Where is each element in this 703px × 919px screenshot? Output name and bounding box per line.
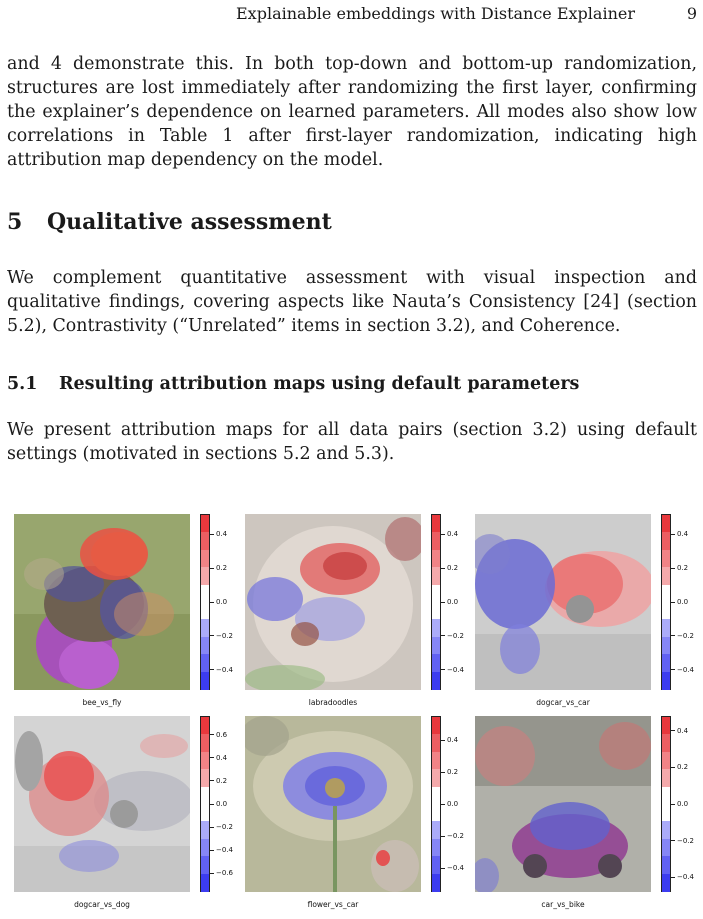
attribution-map-image (245, 716, 421, 892)
colorbar (431, 716, 441, 892)
colorbar-segment (201, 532, 209, 550)
colorbar-segment (201, 515, 209, 533)
attribution-panel-dogcar_vs_car (475, 514, 703, 714)
colorbar-segment (662, 515, 670, 533)
attribution-map-image (14, 716, 190, 892)
colorbar-segment (662, 874, 670, 892)
colorbar-tick-label: 0.0 (210, 598, 227, 606)
colorbar-segment (662, 752, 670, 770)
colorbar-segment (662, 567, 670, 585)
colorbar-segment (662, 602, 670, 620)
colorbar-segment (201, 619, 209, 637)
colorbar-segment (432, 672, 440, 690)
colorbar-tick-label: 0.0 (441, 598, 458, 606)
colorbar-tick-label: −0.4 (441, 864, 464, 872)
colorbar (661, 716, 671, 892)
running-title: Explainable embeddings with Distance Explainer (236, 4, 635, 23)
colorbar-tick-label: 0.4 (671, 727, 688, 735)
colorbar-segment (201, 602, 209, 620)
colorbar-segment (432, 532, 440, 550)
colorbar (200, 514, 210, 690)
colorbar-segment (201, 821, 209, 839)
panel-caption: bee_vs_fly (82, 698, 122, 707)
colorbar-tick-label: 0.4 (210, 530, 227, 538)
colorbar-segment (662, 769, 670, 787)
panel-caption: car_vs_bike (541, 900, 585, 909)
colorbar-segment (432, 734, 440, 752)
colorbar-tick-label: 0.4 (441, 530, 458, 538)
colorbar-segment (201, 804, 209, 822)
section-number: 5 (7, 209, 23, 235)
colorbar-tick-label: 0.6 (210, 731, 227, 739)
colorbar (200, 716, 210, 892)
colorbar (431, 514, 441, 690)
attribution-panel-bee_vs_fly (14, 514, 244, 714)
colorbar-segment (662, 734, 670, 752)
colorbar-tick-label: 0.2 (671, 564, 688, 572)
colorbar-segment (662, 804, 670, 822)
colorbar-tick-label: 0.0 (441, 800, 458, 808)
attribution-map-image (14, 514, 190, 690)
colorbar-segment (201, 567, 209, 585)
colorbar-segment (201, 752, 209, 770)
colorbar-tick-label: 0.2 (210, 564, 227, 572)
colorbar-segment (432, 567, 440, 585)
colorbar-tick-label: −0.4 (210, 846, 233, 854)
colorbar-segment (201, 672, 209, 690)
colorbar-segment (432, 804, 440, 822)
colorbar-segment (201, 550, 209, 568)
colorbar-segment (662, 821, 670, 839)
colorbar-segment (201, 874, 209, 892)
colorbar-segment (201, 654, 209, 672)
colorbar-tick-label: −0.2 (671, 632, 694, 640)
colorbar-segment (201, 637, 209, 655)
colorbar-tick-label: 0.0 (210, 800, 227, 808)
colorbar (661, 514, 671, 690)
colorbar-tick-label: 0.2 (210, 777, 227, 785)
colorbar-tick-label: −0.4 (671, 873, 694, 881)
colorbar-tick-label: 0.0 (671, 800, 688, 808)
colorbar-tick-label: 0.4 (671, 530, 688, 538)
colorbar-segment (662, 585, 670, 603)
attribution-map-image (475, 514, 651, 690)
colorbar-segment (662, 619, 670, 637)
panel-caption: dogcar_vs_dog (74, 900, 130, 909)
subsection-number: 5.1 (7, 374, 38, 394)
panel-caption: dogcar_vs_car (536, 698, 590, 707)
colorbar-segment (432, 821, 440, 839)
colorbar-tick-label: 0.2 (441, 768, 458, 776)
colorbar-segment (662, 672, 670, 690)
paragraph-attribution: We present attribution maps for all data pairs (section 3.2) using default settings (motivated in sections 5.2 and 5.3). (7, 420, 697, 464)
attribution-map-image (475, 716, 651, 892)
colorbar-segment (662, 532, 670, 550)
colorbar-segment (662, 856, 670, 874)
colorbar-segment (432, 550, 440, 568)
colorbar-segment (432, 515, 440, 533)
colorbar-segment (432, 752, 440, 770)
page-number: 9 (686, 4, 697, 23)
colorbar-tick-label: 0.2 (671, 763, 688, 771)
running-header (0, 4, 703, 26)
colorbar-tick-label: 0.0 (671, 598, 688, 606)
colorbar-segment (432, 874, 440, 892)
colorbar-segment (432, 717, 440, 735)
section-title: Qualitative assessment (47, 209, 332, 235)
section-heading (7, 209, 332, 235)
colorbar-tick-label: −0.2 (210, 632, 233, 640)
colorbar-segment (201, 585, 209, 603)
colorbar-segment (662, 839, 670, 857)
attribution-maps-figure (0, 508, 703, 919)
paragraph-qualitative: We complement quantitative assessment with visual inspection and qualitative findings, covering aspects like Nauta’s Consistency [24] (section 5.2), Contrastivity (“Unrelated” items in section 3.2), and Coherence. (7, 268, 697, 336)
colorbar-tick-label: 0.2 (441, 564, 458, 572)
attribution-panel-car_vs_bike (475, 716, 703, 916)
colorbar-segment (662, 637, 670, 655)
colorbar-segment (432, 839, 440, 857)
colorbar-segment (201, 787, 209, 805)
colorbar-segment (201, 769, 209, 787)
colorbar-tick-label: −0.6 (210, 869, 233, 877)
colorbar-segment (432, 619, 440, 637)
colorbar-segment (201, 839, 209, 857)
colorbar-segment (662, 787, 670, 805)
attribution-panel-labradoodles (245, 514, 475, 714)
colorbar-tick-label: −0.2 (210, 823, 233, 831)
colorbar-segment (432, 769, 440, 787)
colorbar-segment (662, 550, 670, 568)
panel-caption: labradoodles (308, 698, 358, 707)
colorbar-segment (662, 654, 670, 672)
subsection-title: Resulting attribution maps using default parameters (59, 374, 580, 394)
colorbar-segment (201, 734, 209, 752)
colorbar-segment (432, 856, 440, 874)
subsection-heading (7, 374, 579, 394)
paragraph-randomization: and 4 demonstrate this. In both top-down and bottom-up randomization, structures are lost immediately after randomizing the first layer, confirming the explainer’s dependence on learned parameters. All modes also show low correlations in Table 1 after first-layer randomization, indicating high attribution map dependency on the model. (7, 54, 697, 170)
attribution-panel-flower_vs_car (245, 716, 475, 916)
panel-caption: flower_vs_car (307, 900, 359, 909)
colorbar-segment (201, 856, 209, 874)
colorbar-tick-label: −0.2 (441, 832, 464, 840)
colorbar-segment (432, 602, 440, 620)
colorbar-tick-label: −0.4 (441, 666, 464, 674)
colorbar-segment (201, 717, 209, 735)
colorbar-tick-label: 0.4 (210, 754, 227, 762)
attribution-panel-dogcar_vs_dog (14, 716, 244, 916)
colorbar-tick-label: −0.4 (671, 666, 694, 674)
colorbar-tick-label: −0.2 (441, 632, 464, 640)
colorbar-segment (662, 717, 670, 735)
colorbar-segment (432, 585, 440, 603)
colorbar-tick-label: −0.4 (210, 666, 233, 674)
colorbar-segment (432, 654, 440, 672)
colorbar-tick-label: 0.4 (441, 736, 458, 744)
attribution-map-image (245, 514, 421, 690)
colorbar-segment (432, 787, 440, 805)
colorbar-tick-label: −0.2 (671, 837, 694, 845)
colorbar-segment (432, 637, 440, 655)
